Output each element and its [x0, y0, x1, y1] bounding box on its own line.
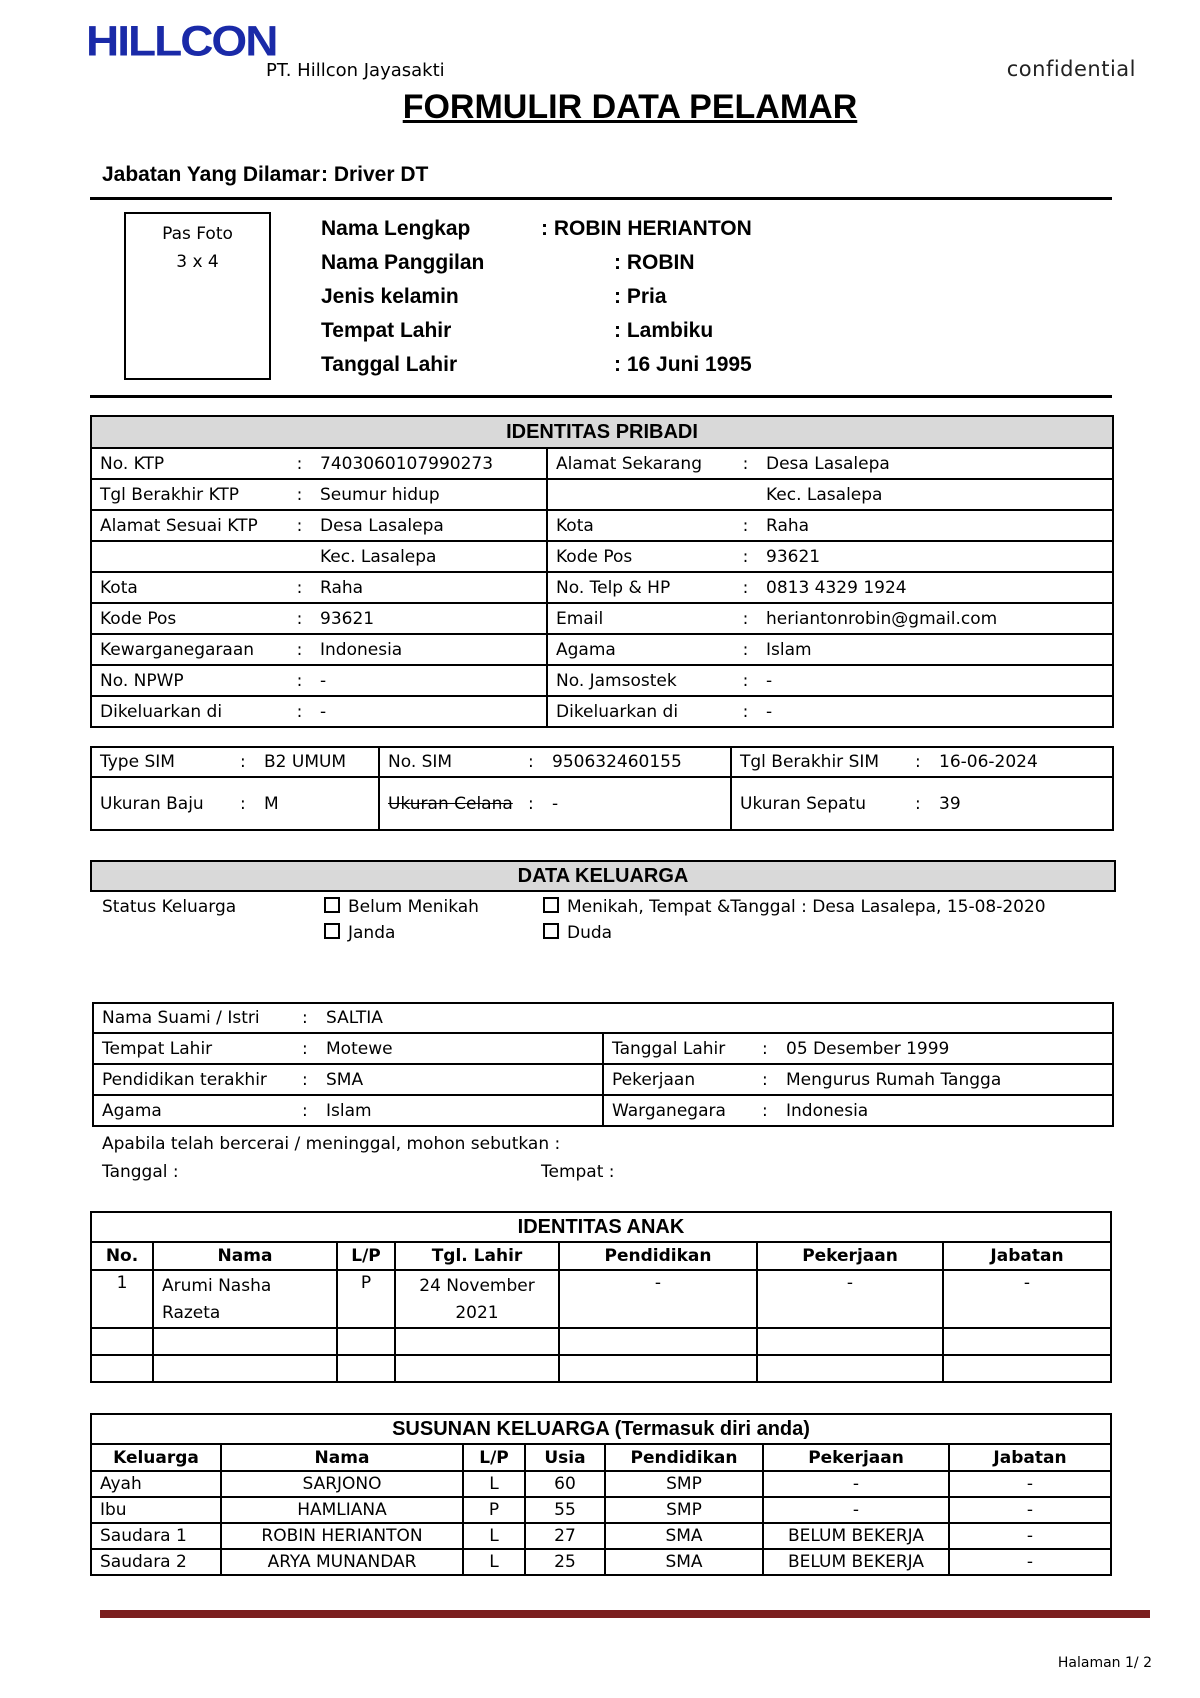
susunan-header-4: Pendidikan	[605, 1444, 763, 1471]
susunan-cell-2: L	[463, 1549, 525, 1575]
susunan-header-2: L/P	[463, 1444, 525, 1471]
spouse-tempat-cell	[93, 1033, 603, 1064]
sim-no-value: 950632460155	[552, 752, 682, 772]
susunan-cell-4: SMA	[605, 1523, 763, 1549]
anak-pend: -	[559, 1270, 757, 1328]
personal-label-2: Jenis kelamin	[321, 285, 459, 308]
susunan-cell-5: -	[763, 1497, 949, 1523]
id-colon-right: :	[733, 448, 758, 479]
anak-tgl	[395, 1270, 559, 1328]
anak-header-4: Pendidikan	[559, 1242, 757, 1270]
id-label-left: Alamat Sesuai KTP	[91, 510, 287, 541]
colon: :	[302, 1100, 308, 1121]
identitas-row	[91, 665, 1113, 696]
susunan-cell-0: Ibu	[91, 1497, 221, 1523]
susunan-row	[91, 1523, 1111, 1549]
anak-header-2: L/P	[337, 1242, 395, 1270]
susunan-cell-1: HAMLIANA	[221, 1497, 463, 1523]
divorce-place-label: Tempat :	[541, 1162, 615, 1182]
status-keluarga-label: Status Keluarga	[102, 897, 237, 917]
personal-value-1: : ROBIN	[614, 251, 695, 274]
id-value-left: 7403060107990273	[312, 448, 547, 479]
option-duda[interactable]	[543, 923, 612, 943]
susunan-cell-3: 27	[525, 1523, 605, 1549]
colon: :	[528, 752, 534, 772]
identitas-table	[90, 447, 1114, 728]
susunan-header-0: Keluarga	[91, 1444, 221, 1471]
colon: :	[302, 1038, 308, 1059]
colon: :	[302, 1008, 308, 1028]
id-value-right: Desa Lasalepa	[758, 448, 1113, 479]
identitas-row	[91, 572, 1113, 603]
anak-no: 1	[91, 1270, 153, 1328]
id-label-left	[91, 541, 287, 572]
spouse-pend-label: Pendidikan terakhir	[102, 1069, 267, 1090]
photo-label: Pas Foto	[162, 224, 233, 244]
anak-nama-line2: Razeta	[162, 1303, 221, 1323]
baju-label: Ukuran Baju	[100, 793, 204, 814]
spouse-warga-value: Indonesia	[786, 1100, 869, 1121]
id-colon-left: :	[287, 448, 312, 479]
divider-top	[90, 197, 1112, 200]
divorce-date-label: Tanggal :	[102, 1162, 179, 1182]
id-label-right: Agama	[547, 634, 733, 665]
anak-header-3: Tgl. Lahir	[395, 1242, 559, 1270]
id-colon-left: :	[287, 572, 312, 603]
anak-lp: P	[337, 1270, 395, 1328]
spouse-name-value: SALTIA	[326, 1008, 383, 1028]
susunan-row	[91, 1471, 1111, 1497]
personal-value-3: : Lambiku	[614, 319, 714, 342]
susunan-cell-3: 60	[525, 1471, 605, 1497]
sim-type-label: Type SIM	[100, 752, 175, 772]
id-label-right	[547, 479, 733, 510]
identitas-row	[91, 448, 1113, 479]
id-label-right: Email	[547, 603, 733, 634]
position-label: Jabatan Yang Dilamar	[102, 163, 320, 186]
anak-table	[90, 1211, 1112, 1383]
anak-header-0: No.	[91, 1242, 153, 1270]
anak-header-5: Pekerjaan	[757, 1242, 943, 1270]
susunan-header-6: Jabatan	[949, 1444, 1111, 1471]
celana-value: -	[552, 793, 559, 814]
identitas-row	[91, 479, 1113, 510]
spouse-pend-value: SMA	[326, 1069, 364, 1090]
sim-no-cell	[379, 747, 731, 777]
susunan-cell-6: -	[949, 1497, 1111, 1523]
id-colon-right: :	[733, 603, 758, 634]
susunan-header-3: Usia	[525, 1444, 605, 1471]
position-value: : Driver DT	[321, 163, 429, 186]
susunan-cell-3: 25	[525, 1549, 605, 1575]
susunan-cell-1: ROBIN HERIANTON	[221, 1523, 463, 1549]
section-data-keluarga: DATA KELUARGA	[90, 860, 1116, 892]
spouse-pend-cell	[93, 1064, 603, 1095]
sepatu-label: Ukuran Sepatu	[740, 793, 867, 814]
spouse-agama-label: Agama	[102, 1100, 162, 1121]
colon: :	[302, 1069, 308, 1090]
spouse-tgl-label: Tanggal Lahir	[612, 1038, 726, 1059]
susunan-row	[91, 1549, 1111, 1575]
id-colon-left: :	[287, 696, 312, 727]
susunan-cell-0: Saudara 2	[91, 1549, 221, 1575]
celana-label: Ukuran Celana	[388, 793, 513, 814]
option-label: Menikah, Tempat &Tanggal : Desa Lasalepa, 15-08-2020	[567, 897, 1046, 917]
colon: :	[240, 752, 246, 772]
anak-pek: -	[757, 1270, 943, 1328]
personal-label-0: Nama Lengkap	[321, 217, 471, 240]
page-number: Halaman 1/ 2	[1057, 1655, 1152, 1671]
id-value-right: 93621	[758, 541, 1113, 572]
susunan-cell-4: SMA	[605, 1549, 763, 1575]
divider-personal	[90, 395, 1112, 398]
anak-nama-line1: Arumi Nasha	[162, 1276, 272, 1296]
id-label-left: No. NPWP	[91, 665, 287, 696]
id-value-left: Raha	[312, 572, 547, 603]
susunan-cell-5: -	[763, 1471, 949, 1497]
sim-exp-cell	[731, 747, 1113, 777]
confidential-label: confidential	[1006, 57, 1136, 81]
checkbox-icon	[324, 897, 340, 913]
susunan-cell-5: BELUM BEKERJA	[763, 1549, 949, 1575]
personal-label-4: Tanggal Lahir	[321, 353, 458, 376]
id-value-left: Indonesia	[312, 634, 547, 665]
id-label-left: No. KTP	[91, 448, 287, 479]
company-logo: HILLCON	[86, 16, 277, 65]
identitas-row	[91, 634, 1113, 665]
id-colon-right: :	[733, 696, 758, 727]
id-value-right: -	[758, 696, 1113, 727]
susunan-cell-2: L	[463, 1471, 525, 1497]
susunan-cell-6: -	[949, 1523, 1111, 1549]
susunan-header-1: Nama	[221, 1444, 463, 1471]
id-colon-right: :	[733, 510, 758, 541]
id-label-right: Kota	[547, 510, 733, 541]
identitas-row	[91, 696, 1113, 727]
susunan-cell-4: SMP	[605, 1497, 763, 1523]
id-label-left: Tgl Berakhir KTP	[91, 479, 287, 510]
susunan-cell-3: 55	[525, 1497, 605, 1523]
anak-header-6: Jabatan	[943, 1242, 1111, 1270]
id-colon-right: :	[733, 665, 758, 696]
susunan-cell-0: Ayah	[91, 1471, 221, 1497]
colon: :	[762, 1038, 768, 1059]
spouse-name-cell	[93, 1003, 1113, 1033]
susunan-cell-4: SMP	[605, 1471, 763, 1497]
checkbox-icon	[543, 923, 559, 939]
id-value-left: 93621	[312, 603, 547, 634]
personal-label-3: Tempat Lahir	[321, 319, 452, 342]
spouse-pek-value: Mengurus Rumah Tangga	[786, 1069, 1002, 1090]
susunan-cell-1: SARJONO	[221, 1471, 463, 1497]
anak-title: IDENTITAS ANAK	[91, 1212, 1111, 1242]
susunan-cell-5: BELUM BEKERJA	[763, 1523, 949, 1549]
id-colon-right	[733, 479, 758, 510]
spouse-pek-cell	[603, 1064, 1113, 1095]
section-identitas-pribadi: IDENTITAS PRIBADI	[90, 415, 1114, 449]
footer-bar	[100, 1610, 1150, 1618]
anak-empty-row	[91, 1355, 1111, 1382]
anak-tgl-line2: 2021	[455, 1303, 499, 1323]
anak-tgl-line1: 24 November	[419, 1276, 535, 1296]
id-colon-left: :	[287, 510, 312, 541]
spouse-agama-value: Islam	[326, 1100, 372, 1121]
option-label: Belum Menikah	[348, 897, 479, 917]
spouse-tempat-label: Tempat Lahir	[102, 1038, 213, 1059]
sim-no-label: No. SIM	[388, 752, 453, 772]
id-colon-left: :	[287, 479, 312, 510]
susunan-cell-2: L	[463, 1523, 525, 1549]
company-name: PT. Hillcon Jayasakti	[266, 60, 445, 81]
id-value-right: -	[758, 665, 1113, 696]
id-label-left: Kewarganegaraan	[91, 634, 287, 665]
susunan-cell-0: Saudara 1	[91, 1523, 221, 1549]
id-colon-left	[287, 541, 312, 572]
spouse-name-label: Nama Suami / Istri	[102, 1008, 260, 1028]
id-colon-right: :	[733, 634, 758, 665]
baju-cell	[91, 777, 379, 830]
id-label-right: Dikeluarkan di	[547, 696, 733, 727]
id-value-left: Desa Lasalepa	[312, 510, 547, 541]
id-value-left: -	[312, 696, 547, 727]
id-value-left: Kec. Lasalepa	[312, 541, 547, 572]
photo-size: 3 x 4	[176, 252, 219, 272]
id-label-right: Alamat Sekarang	[547, 448, 733, 479]
id-value-right: Raha	[758, 510, 1113, 541]
susunan-row	[91, 1497, 1111, 1523]
sim-exp-label: Tgl Berakhir SIM	[740, 752, 880, 772]
colon: :	[528, 793, 534, 814]
option-label: Janda	[348, 923, 396, 943]
sepatu-cell	[731, 777, 1113, 830]
id-value-right: Kec. Lasalepa	[758, 479, 1113, 510]
identitas-row	[91, 603, 1113, 634]
susunan-header-5: Pekerjaan	[763, 1444, 949, 1471]
personal-value-2: : Pria	[614, 285, 667, 308]
colon: :	[915, 793, 921, 814]
id-value-right: 0813 4329 1924	[758, 572, 1113, 603]
sim-type-value: B2 UMUM	[264, 752, 347, 772]
baju-value: M	[264, 793, 279, 814]
id-value-right: Islam	[758, 634, 1113, 665]
id-label-left: Kode Pos	[91, 603, 287, 634]
spouse-warga-cell	[603, 1095, 1113, 1126]
colon: :	[762, 1069, 768, 1090]
identitas-row	[91, 510, 1113, 541]
spouse-agama-cell	[93, 1095, 603, 1126]
anak-empty-row	[91, 1328, 1111, 1355]
option-menikah[interactable]	[543, 897, 1046, 917]
anak-header-1: Nama	[153, 1242, 337, 1270]
checkbox-icon	[543, 897, 559, 913]
checkbox-icon	[324, 923, 340, 939]
sepatu-value: 39	[939, 793, 961, 814]
divorce-note: Apabila telah bercerai / meninggal, mohon sebutkan :	[102, 1134, 561, 1154]
spouse-tgl-value: 05 Desember 1999	[786, 1038, 950, 1059]
option-label: Duda	[567, 923, 613, 943]
colon: :	[762, 1100, 768, 1121]
sim-type-cell	[91, 747, 379, 777]
susunan-cell-6: -	[949, 1471, 1111, 1497]
id-label-left: Dikeluarkan di	[91, 696, 287, 727]
identitas-row	[91, 541, 1113, 572]
id-colon-right: :	[733, 572, 758, 603]
photo-placeholder	[124, 212, 271, 380]
form-title: FORMULIR DATA PELAMAR	[402, 88, 858, 126]
susunan-cell-2: P	[463, 1497, 525, 1523]
sim-table	[90, 746, 1114, 831]
celana-cell	[379, 777, 731, 830]
susunan-cell-6: -	[949, 1549, 1111, 1575]
susunan-table	[90, 1413, 1112, 1576]
susunan-cell-1: ARYA MUNANDAR	[221, 1549, 463, 1575]
id-label-right: No. Jamsostek	[547, 665, 733, 696]
spouse-warga-label: Warganegara	[612, 1100, 726, 1121]
option-janda[interactable]	[324, 923, 395, 943]
susunan-title: SUSUNAN KELUARGA (Termasuk diri anda)	[91, 1414, 1111, 1444]
anak-jab: -	[943, 1270, 1111, 1328]
spouse-table	[92, 1002, 1114, 1127]
personal-label-1: Nama Panggilan	[321, 251, 485, 274]
id-label-right: Kode Pos	[547, 541, 733, 572]
sim-exp-value: 16-06-2024	[939, 752, 1038, 772]
anak-nama	[153, 1270, 337, 1328]
id-colon-right: :	[733, 541, 758, 572]
id-colon-left: :	[287, 634, 312, 665]
spouse-tempat-value: Motewe	[326, 1038, 393, 1059]
id-colon-left: :	[287, 603, 312, 634]
personal-value-4: : 16 Juni 1995	[614, 353, 752, 376]
id-value-left: -	[312, 665, 547, 696]
colon: :	[915, 752, 921, 772]
spouse-tgl-cell	[603, 1033, 1113, 1064]
id-label-right: No. Telp & HP	[547, 572, 733, 603]
id-value-left: Seumur hidup	[312, 479, 547, 510]
id-value-right: heriantonrobin@gmail.com	[758, 603, 1113, 634]
id-label-left: Kota	[91, 572, 287, 603]
spouse-pek-label: Pekerjaan	[612, 1069, 696, 1090]
personal-value-0: : ROBIN HERIANTON	[541, 217, 752, 240]
colon: :	[240, 793, 246, 814]
id-colon-left: :	[287, 665, 312, 696]
option-belum-menikah[interactable]	[324, 897, 479, 917]
